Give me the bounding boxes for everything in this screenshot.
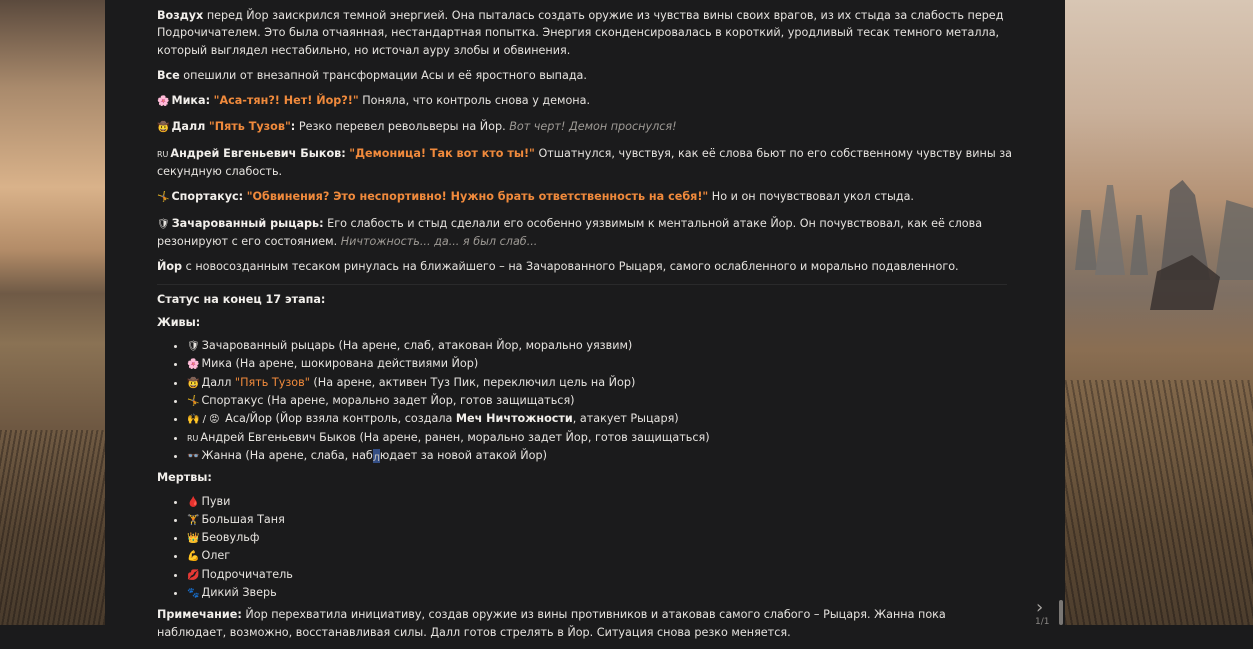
list-item <box>187 511 1017 529</box>
flexed-biceps-icon: 💪 <box>187 551 200 563</box>
list-item-text: Дикий Зверь <box>201 586 277 600</box>
list-item <box>187 429 1017 447</box>
character-line-sportacus <box>157 188 1017 206</box>
list-item <box>187 355 1017 373</box>
message-content <box>157 7 1017 649</box>
alive-title-text: Живы: <box>157 315 201 329</box>
dead-list <box>157 493 1017 603</box>
list-item-text: Спортакус (На арене, морально задет Йор, готов защищаться) <box>201 394 575 408</box>
scrollbar-thumb[interactable] <box>1059 600 1063 625</box>
character-name: Спортакус: <box>171 190 244 204</box>
list-item-text: Далл <box>201 375 235 389</box>
paragraph-text: Поняла, что контроль снова у демона. <box>358 94 591 108</box>
paragraph-text: Но и он почувствовал укол стыда. <box>708 190 914 204</box>
shield-icon: 🛡 <box>187 341 200 353</box>
list-item-text: , атакует Рыцаря) <box>572 412 679 426</box>
gymnast-icon: 🤸 <box>187 396 200 408</box>
background-grass-right <box>1065 380 1253 625</box>
character-quote: "Обвинения? Это неспортивно! Нужно брать ответственность на себя!" <box>246 190 709 204</box>
note-text: Йор перехватила инициативу, создав оружие из вины противников и атаковав самого слабого – Рыцаря. Жанна пока наблюдает, возможно, восстанавливая силы. Далл готов стрелять в Йор. Ситуация снова резко меняется. <box>157 608 946 639</box>
list-item-bold: Меч Ничтожности <box>455 412 573 426</box>
paragraph <box>157 258 1017 275</box>
chat-panel <box>105 0 1065 639</box>
paragraph-lead: Все <box>157 68 180 82</box>
glasses-icon: 👓 <box>187 450 200 462</box>
list-item <box>187 566 1017 584</box>
list-item <box>187 392 1017 410</box>
paragraph <box>157 7 1017 59</box>
ru-flag-icon: RU <box>157 149 169 159</box>
paragraph-text: Отшатнулся, чувствуя, как её слова бьют по его собственному чувству вины за секундную слабость. <box>157 146 1013 179</box>
list-item-text: Жанна (На арене, слаба, наб <box>201 448 373 462</box>
list-item-text: Подрочичатель <box>201 567 293 581</box>
list-item-text: Пуви <box>201 494 231 508</box>
list-item-text: Олег <box>201 549 231 563</box>
page-counter: 1/1 <box>1035 617 1050 627</box>
character-name: Мика: <box>171 94 211 108</box>
list-item-text: Большая Таня <box>201 512 285 526</box>
list-item <box>187 374 1017 392</box>
list-item <box>187 547 1017 565</box>
character-line-bykov <box>157 145 1017 181</box>
hands-angry-face-icon: 🙌 / 😡 <box>187 414 220 426</box>
character-line-knight <box>157 215 1017 251</box>
character-line-dall <box>157 118 1017 136</box>
paragraph-lead: Йор <box>157 260 183 274</box>
cowboy-icon: 🤠 <box>157 122 170 134</box>
flower-icon: 🌸 <box>157 96 170 108</box>
dead-title <box>157 469 1017 486</box>
paragraph-text: Резко перевел револьверы на Йор. <box>295 120 510 134</box>
inner-thought: Вот черт! Демон проснулся! <box>509 120 677 134</box>
character-line-mika <box>157 92 1017 110</box>
note <box>157 606 1017 641</box>
list-item-quote: "Пять Тузов" <box>234 375 310 389</box>
alive-list <box>157 337 1017 465</box>
colon: : <box>290 120 296 134</box>
list-item <box>187 447 1017 465</box>
list-item-text: юдает за новой атакой Йор) <box>379 448 547 462</box>
dead-title-text: Мертвы: <box>157 471 212 485</box>
paw-prints-icon: 🐾 <box>187 588 200 600</box>
chevron-right-icon[interactable]: › <box>1036 597 1044 618</box>
paragraph-lead: Воздух <box>157 9 204 22</box>
background-grass-left <box>0 430 105 625</box>
blood-drop-icon: 🩸 <box>187 496 200 508</box>
list-item-text: Аса/Йор (Йор взяла контроль, создала <box>225 412 456 426</box>
list-item-text: Мика (На арене, шокирована действиями Йор) <box>201 357 479 371</box>
ru-flag-icon: RU <box>187 433 199 443</box>
lips-icon: 💋 <box>187 569 200 581</box>
character-quote: "Демоница! Так вот кто ты!" <box>349 146 535 160</box>
list-item-text: Зачарованный рыцарь (На арене, слаб, атакован Йор, морально уязвим) <box>201 339 633 353</box>
paragraph-text: опешили от внезапной трансформации Асы и её яростного выпада. <box>179 68 587 82</box>
paragraph <box>157 67 1017 84</box>
alive-title <box>157 314 1017 331</box>
list-item <box>187 584 1017 602</box>
character-name: Андрей Евгеньевич Быков: <box>170 146 346 160</box>
weightlifter-icon: 🏋 <box>187 514 200 526</box>
list-item-text: Беовульф <box>201 531 260 545</box>
note-lead: Примечание: <box>157 608 242 622</box>
inner-thought: Ничтожность... да... я был слаб... <box>340 234 538 248</box>
character-quote: "Пять Тузов" <box>208 120 291 134</box>
status-title <box>157 291 1017 308</box>
list-item <box>187 493 1017 511</box>
list-item <box>187 529 1017 547</box>
paragraph-text: перед Йор заискрился темной энергией. Она пыталась создать оружие из чувства вины своих врагов, из их стыда за слабость перед Подрочичателем. Это была отчаянная, нестандартная попытка. Энергия сконденсировалась в короткий, уродливый тесак темного металла, который выглядел нестабильно, но источал ауру злобы и обвинения. <box>157 9 1004 57</box>
text-cursor: л <box>372 450 380 464</box>
list-item <box>187 410 1017 428</box>
character-quote: "Аса-тян?! Нет! Йор?!" <box>213 94 359 108</box>
list-item <box>187 337 1017 355</box>
status-title-text: Статус на конец 17 этапа: <box>157 292 326 306</box>
list-item-text: Андрей Евгеньевич Быков (На арене, ранен, морально задет Йор, готов защищаться) <box>200 430 710 444</box>
cowboy-icon: 🤠 <box>187 377 200 389</box>
crown-icon: 👑 <box>187 533 200 545</box>
flower-icon: 🌸 <box>187 359 200 371</box>
divider <box>157 284 1007 285</box>
character-name: Далл <box>171 120 206 134</box>
list-item-text: (На арене, активен Туз Пик, переключил цель на Йор) <box>309 375 636 389</box>
shield-icon: 🛡 <box>157 218 170 230</box>
character-name: Зачарованный рыцарь: <box>171 216 324 230</box>
paragraph-text: с новосозданным тесаком ринулась на ближайшего – на Зачарованного Рыцаря, самого ослабленного и морально подавленного. <box>182 260 959 274</box>
gymnast-icon: 🤸 <box>157 192 170 204</box>
paragraph-text: Его слабость и стыд сделали его особенно уязвимым к ментальной атаке Йор. Он почувствовал, как её слова резонируют с его состоянием. <box>157 216 983 248</box>
